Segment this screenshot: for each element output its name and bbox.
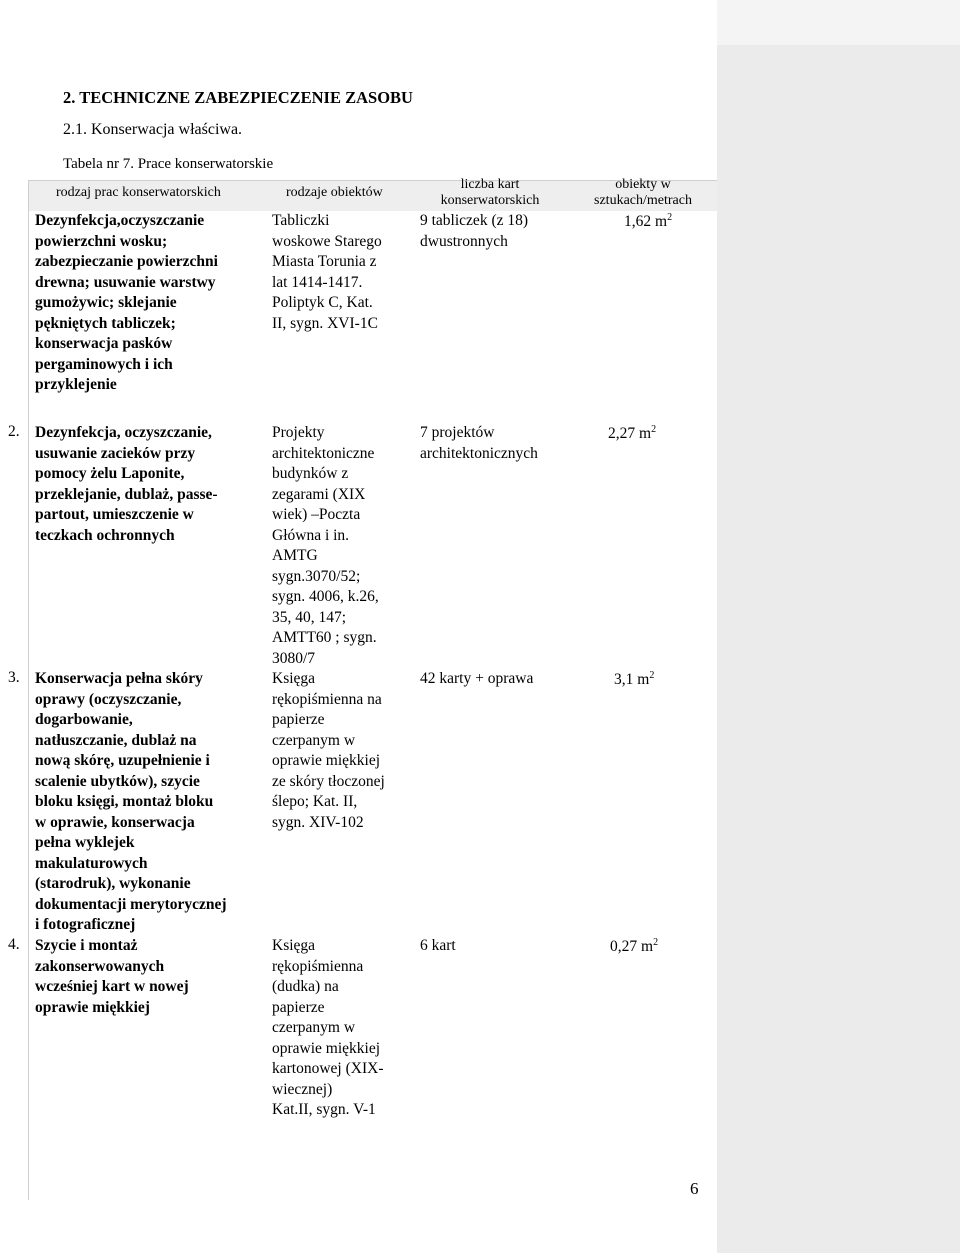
section-heading: 2. TECHNICZNE ZABEZPIECZENIE ZASOBU	[63, 88, 413, 107]
row-4-measure-unit-power: 2	[653, 937, 659, 948]
row-4-cards: 6 kart	[420, 937, 456, 954]
header-objects	[578, 177, 708, 209]
row-3-measure-value: 3,1 m	[614, 671, 650, 688]
header-objects-line2: sztukach/metrach	[594, 193, 692, 208]
page-number: 6	[690, 1179, 699, 1198]
row-4-number: 4.	[8, 936, 20, 953]
row-1-measure-unit-power: 2	[667, 212, 673, 223]
row-3-work: Konserwacja pełna skóry oprawy (oczyszczanie, dogarbowanie, natłuszczanie, dublaż na nową skórę, uzupełnienie i scalenie ubytków), szycie bloku księgi, montaż bloku w oprawie, konserwacja pełna wyklejek makulaturowych (starodruk), wykonanie dokumentacji merytorycznej i fotograficznej	[35, 670, 227, 933]
header-work-type: rodzaj prac konserwatorskich	[56, 185, 221, 200]
row-3-cards: 42 karty + oprawa	[420, 670, 534, 687]
row-1-cards: 9 tabliczek (z 18) dwustronnych	[420, 212, 529, 250]
row-1-measure	[624, 213, 672, 231]
row-2-measure-unit-power: 2	[651, 424, 657, 435]
row-1-objects: Tabliczki woskowe Starego Miasta Torunia z lat 1414-1417. Poliptyk C, Kat. II, sygn. XVI-1C	[272, 212, 382, 332]
row-3-number: 3.	[8, 669, 20, 686]
header-cards-count-line2: konserwatorskich	[440, 193, 540, 208]
row-4-objects: Księga rękopiśmienna (dudka) na papierze czerpanym w oprawie miękkiej kartonowej (XIX- wiecznej) Kat.II, sygn. V-1	[272, 937, 384, 1118]
header-objects-line1: obiekty w	[615, 177, 671, 192]
table-caption: Tabela nr 7. Prace konserwatorskie	[63, 156, 274, 172]
row-2-measure	[608, 425, 656, 443]
row-4-work: Szycie i montaż zakonserwowanych wcześniej kart w nowej oprawie miękkiej	[35, 937, 189, 1016]
header-object-type: rodzaje obiektów	[286, 185, 383, 200]
comment-margin	[717, 0, 960, 1253]
row-2-work: Dezynfekcja, oczyszczanie, usuwanie zacieków przy pomocy żelu Laponite, przeklejanie, dublaż, passe- partout, umieszczenie w teczkach ochronnych	[35, 424, 218, 544]
row-1-measure-value: 1,62 m	[624, 213, 668, 230]
row-1-work: Dezynfekcja,oczyszczanie powierzchni wosku; zabezpieczanie powierzchni drewna; usuwanie warstwy gumożywic; sklejanie pękniętych tabliczek; konserwacja pasków pergaminowych i ich przyklejenie	[35, 212, 218, 393]
row-4-measure	[610, 938, 658, 956]
row-2-measure-value: 2,27 m	[608, 425, 652, 442]
row-3-measure	[614, 671, 654, 689]
comment-margin-header	[717, 0, 960, 45]
row-3-measure-unit-power: 2	[649, 670, 655, 681]
header-cards-count-line1: liczba kart	[460, 177, 520, 192]
row-4-measure-value: 0,27 m	[610, 938, 654, 955]
subsection-heading: 2.1. Konserwacja właściwa.	[63, 121, 243, 138]
table-left-border	[28, 180, 29, 1200]
row-2-number: 2.	[8, 423, 20, 440]
row-2-cards: 7 projektów architektonicznych	[420, 424, 538, 462]
row-3-objects: Księga rękopiśmienna na papierze czerpanym w oprawie miękkiej ze skóry tłoczonej ślepo; Kat. II, sygn. XIV-102	[272, 670, 385, 831]
row-2-objects: Projekty architektoniczne budynków z zegarami (XIX wiek) –Poczta Główna i in. AMTG sygn.3070/52; sygn. 4006, k.26, 35, 40, 147; AMTT60 ; sygn. 3080/7	[272, 424, 379, 667]
header-cards-count	[425, 177, 555, 209]
